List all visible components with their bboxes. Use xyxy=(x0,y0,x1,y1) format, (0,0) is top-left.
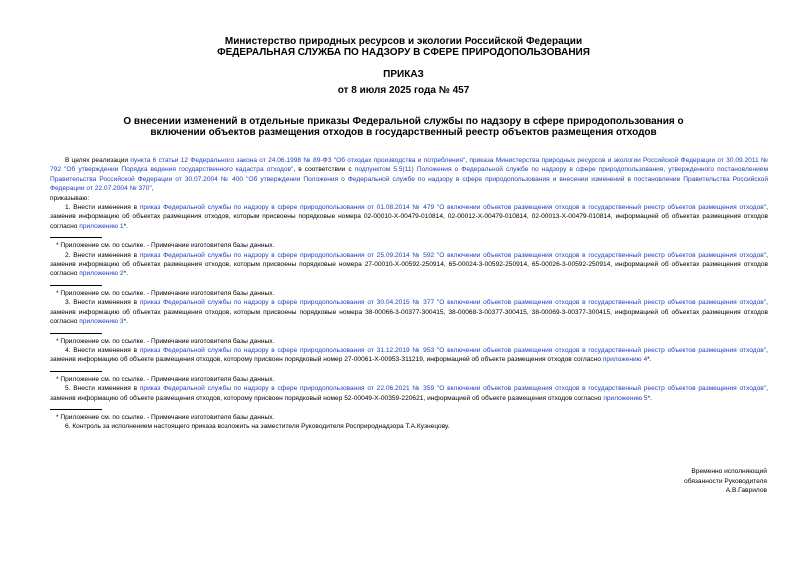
list-item: 4. Внести изменения в приказ Федеральной службы по надзору в сфере природопользования от 31.12.2019 № 953 "О включении объектов размещения отходов в государственный реестр объектов размещения отходов", заменив информацию об объекте размещения отходов, которому присвоен порядковый номер 27-00061-Х-00953-311219, информацией об объекте размещения отходов согласно приложению 4*. xyxy=(50,346,768,364)
appendix-link[interactable]: приложению 3 xyxy=(79,318,124,326)
list-item: 5. Внести изменения в приказ Федеральной службы по надзору в сфере природопользования от 22.06.2021 № 359 "О включении объектов размещения отходов в государственный реестр объектов размещения отходов", заменив информацию об объекте размещения отходов, которому присвоен порядковый номер 52-00049-Х-00359-220621, информацией об объекте размещения отходов согласно приложению 5*. xyxy=(50,385,768,402)
ministry-order-link[interactable]: приказа Министерства природных ресурсов и экологии Российской Федерации от 30.09.2011 № 792 "Об утверждении Порядка ведения государственного кадастра отходов" xyxy=(50,157,769,174)
footnote-divider xyxy=(50,371,102,372)
footnote: * Приложение см. по ссылке. - Примечание изготовителя базы данных. xyxy=(56,337,275,345)
service-name: ФЕДЕРАЛЬНАЯ СЛУЖБА ПО НАДЗОРУ В СФЕРЕ ПРИРОДОПОЛЬЗОВАНИЯ xyxy=(217,47,590,58)
signature-block xyxy=(684,467,767,496)
footnote: * Приложение см. по ссылке. - Примечание изготовителя базы данных. xyxy=(56,375,275,383)
appendix-link[interactable]: приложению 2 xyxy=(79,270,124,278)
doc-type: ПРИКАЗ xyxy=(383,69,424,80)
footnote-divider xyxy=(50,237,102,238)
footnote: * Приложение см. по ссылке. - Примечание изготовителя базы данных. xyxy=(56,289,275,297)
order-link[interactable]: приказ Федеральной службы по надзору в сфере природопользования от 25.09.2014 № 592 "О включении объектов размещения отходов в государственный реестр объектов размещения отходов" xyxy=(139,251,767,259)
appendix-link[interactable]: приложению 5 xyxy=(603,394,648,402)
list-item: 3. Внести изменения в приказ Федеральной службы по надзору в сфере природопользования от 30.04.2015 № 377 "О включении объектов размещения отходов в государственный реестр объектов размещения отходов", заменив информацию об объектах размещения отходов, которым присвоены порядковые номера 38-00066-3-00377-300415, 38-00068-3-00377-300415, 38-00069-3-00377-300415, информацией об объектах размещения отходов согласно приложению 3*. xyxy=(50,299,768,326)
footnote-divider xyxy=(50,285,102,286)
footnote-divider xyxy=(50,333,102,334)
law-link[interactable]: пункта 6 статьи 12 Федерального закона от 24.06.1998 № 89-ФЗ "Об отходах производства и потребления" xyxy=(130,157,466,164)
document-body xyxy=(50,156,768,432)
footnote-divider xyxy=(50,409,102,410)
footnote: * Приложение см. по ссылке. - Примечание изготовителя базы данных. xyxy=(56,413,275,421)
appendix-link[interactable]: приложению 4 xyxy=(602,356,648,364)
intro-paragraph: В целях реализации пункта 6 статьи 12 Федерального закона от 24.06.1998 № 89-ФЗ "Об отходах производства и потребления", приказа Министерства природных ресурсов и экологии Российской Федерации от 30.09.2011 № 792 "Об утверждении Порядка ведения государственного кадастра отходов", в соответствии с подпунктом 5.5(11) Положения о Федеральной службе по надзору в сфере природопользования, утвержденного постановлением Правительства Российской Федерации от 30.07.2004 № 400 "Об утверждении Положения о Федеральной службе по надзору в сфере природопользования и внесении изменений в постановление Правительства Российской Федерации от 22.07.2004 № 370", xyxy=(50,157,769,193)
ministry-name: Министерство природных ресурсов и экологии Российской Федерации xyxy=(224,36,583,47)
item-6-control: 6. Контроль за исполнением настоящего приказа возложить на заместителя Руководителя Росприроднадзора Т.А.Кузнецову. xyxy=(65,423,450,431)
signature-name: А.В.Гаврилов xyxy=(725,487,767,495)
doc-date-number: от 8 июля 2025 года № 457 xyxy=(337,85,470,96)
signature-title-2: обязанности Руководителя xyxy=(684,477,767,485)
doc-title: О внесении изменений в отдельные приказы Федеральной службы по надзору в сфере природопользования о включении объектов размещения отходов в государственный реестр объектов размещения отходов xyxy=(123,116,684,138)
footnote: * Приложение см. по ссылке. - Примечание изготовителя базы данных. xyxy=(56,242,275,250)
order-word: приказываю: xyxy=(50,194,90,202)
order-link[interactable]: приказ Федеральной службы по надзору в сфере природопользования от 30.04.2015 № 377 "О включении объектов размещения отходов в государственный реестр объектов размещения отходов" xyxy=(139,299,767,307)
regulation-link[interactable]: подпунктом 5.5(11) Положения о Федеральной службе по надзору в сфере природопользования, утвержденного постановлением Правительства Российской Федерации от 30.07.2004 № 400 "Об утверждении Положения о Федеральной службе по надзору в сфере природопользования и внесении изменений в постановление Правительства Российской Федерации от 22.07.2004 № 370" xyxy=(50,166,768,193)
order-link[interactable]: приказ Федеральной службы по надзору в сфере природопользования от 31.12.2019 № 953 "О включении объектов размещения отходов в государственный реестр объектов размещения отходов" xyxy=(139,346,767,354)
appendix-link[interactable]: приложению 1 xyxy=(79,222,124,230)
order-link[interactable]: приказ Федеральной службы по надзору в сфере природопользования от 22.06.2021 № 359 "О включении объектов размещения отходов в государственный реестр объектов размещения отходов" xyxy=(139,385,767,393)
signature-title-1: Временно исполняющий xyxy=(691,468,767,475)
order-link[interactable]: приказ Федеральной службы по надзору в сфере природопользования от 01.08.2014 № 479 "О включении объектов размещения отходов в государственный реестр объектов размещения отходов" xyxy=(139,204,767,212)
list-item: 1. Внести изменения в приказ Федеральной службы по надзору в сфере природопользования от 01.08.2014 № 479 "О включении объектов размещения отходов в государственный реестр объектов размещения отходов", заменив информацию об объектах размещения отходов, которым присвоены порядковые номера 02-00010-Х-00479-010814, 02-00012-Х-00479-010814, 02-00013-Х-00479-010814, информацией об объектах размещения отходов согласно приложению 1*. xyxy=(50,204,768,230)
list-item: 2. Внести изменения в приказ Федеральной службы по надзору в сфере природопользования от 25.09.2014 № 592 "О включении объектов размещения отходов в государственный реестр объектов размещения отходов", заменив информацию об объектах размещения отходов, которым присвоены порядковые номера 27-00010-Х-00592-250914, 65-00024-3-00592-250914, 65-00026-3-00592-250914, информацией об объектах размещения отходов согласно приложению 2*. xyxy=(50,251,768,278)
